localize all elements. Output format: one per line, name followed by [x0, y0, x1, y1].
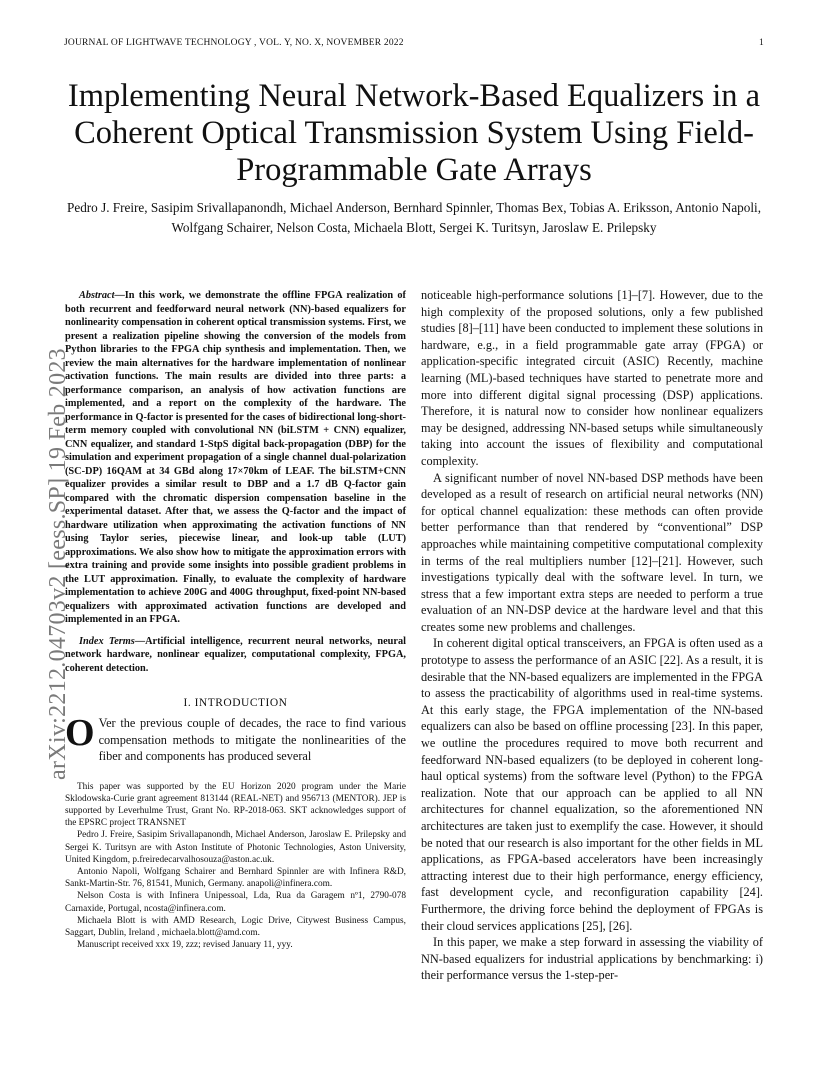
abstract-lead: Abstract: [79, 290, 115, 301]
section-heading: I. INTRODUCTION: [183, 697, 288, 709]
footnote-infinera-portugal: Nelson Costa is with Infinera Unipessoal, Lda, Rua da Garagem nº1, 2790-078 Carnaxide, Portugal, ncosta@infinera.com.: [65, 891, 406, 914]
footnote-amd: Michaela Blott is with AMD Research, Logic Drive, Citywest Business Campus, Saggart, Dublin, Ireland , michaela.blott@amd.com.: [65, 915, 406, 938]
body-paragraph: noticeable high-performance solutions [1]–[7]. However, due to the high complexity of the proposed solutions, only a few published studies [8]–[11] have been conducted to implement these solutions in hardware, e.g., in a field programmable gate array (FPGA) or application-specific integrated circuit (ASIC) Recently, machine learning (ML)-based techniques have started to penetrate more and more into different digital signal processing (DSP) applications. Therefore, it is natural now to consider how nonlinear equalizers may be designed, addressing NN-based setups while simultaneously taking into account the issues of flexibility and computational complexity.: [421, 288, 763, 468]
journal-header: JOURNAL OF LIGHTWAVE TECHNOLOGY , VOL. Y, NO. X, NOVEMBER 2022: [64, 38, 404, 48]
footnotes: [65, 781, 406, 952]
footnote-manuscript: Manuscript received xxx 19, zzz; revised January 11, yyy.: [77, 940, 293, 951]
index-terms-lead: Index Terms: [79, 635, 135, 647]
body-paragraph: In this paper, we make a step forward in assessing the viability of NN-based equalizers for industrial applications by benchmarking: i) their performance versus the 1-step-per-: [421, 935, 763, 983]
footnote-infinera-munich: Antonio Napoli, Wolfgang Schairer and Bernhard Spinnler are with Infinera R&D, Sankt-Martin-Str. 76, 81541, Munich, Germany. anapoli@infinera.com.: [65, 866, 406, 890]
left-column: [65, 289, 406, 951]
intro-text: Ver the previous couple of decades, the race to find various compensation methods to mitigate the nonlinearities of the fiber and components has produced several: [98, 716, 406, 763]
body-paragraph: A significant number of novel NN-based DSP methods have been developed as a result of research on artificial neural networks (NN) for optical channel equalization: these methods can often provide better performance than that rendered by “conventional” DSP approaches while maintaining competitive computational complexity in terms of the real multipliers number [12]–[21]. However, such investigations typically deal with the software level. In turn, we stress that a few important extra steps are needed to perform a true evaluation of an NN-DSP device at the hardware level and that this creates some new problems and challenges.: [421, 470, 763, 634]
running-header: [64, 38, 764, 48]
drop-cap: O: [65, 712, 95, 754]
index-terms: [65, 635, 406, 676]
author-list: Pedro J. Freire, Sasipim Srivallapanondh, Michael Anderson, Bernhard Spinnler, Thomas Bex, Tobias A. Eriksson, Antonio Napoli, Wolfgang Schairer, Nelson Costa, Michaela Blott, Sergei K. Turitsyn, Jaroslaw E. Prilepsky: [67, 200, 761, 235]
arxiv-identifier: arXiv:2212.04703v2 [eess.SP] 19 Feb 2023: [45, 348, 71, 780]
index-terms-text: —Artificial intelligence, recurrent neural networks, neural network hardware, nonlinear equalizer, computational complexity, FPGA, coherent detection.: [65, 635, 406, 674]
page-number: 1: [759, 38, 764, 48]
abstract-text: —In this work, we demonstrate the offline FPGA realization of both recurrent and feedforward neural network (NN)-based equalizers for nonlinearity compensation in coherent optical transmission systems. First, we present a realization pipeline showing the conversion of the models from Python libraries to the FPGA chip synthesis and implementation. Then, we review the main alternatives for the hardware implementation of nonlinear activation functions. The main results are divided into three parts: a performance comparison, an analysis of how activation functions are implemented, and a report on the complexity of the hardware. The performance in Q-factor is presented for the cases of bidirectional long-short-term memory coupled with convolutional NN (biLSTM + CNN) equalizer, CNN equalizer, and standard 1-StpS digital back-propagation (DBP) for the simulation and experiment propagation of a single channel dual-polarization (SC-DP) 16QAM at 34 GBd along 17×70km of LEAF. The biLSTM+CNN equalizer provides a similar result to DBP and a 1.7 dB Q-factor gain compared with the chromatic dispersion compensation baseline in the experimental dataset. After that, we assess the Q-factor and the impact of hardware utilization when approximating the activation functions of NN using Taylor series, piecewise linear, and look-up table (LUT) approximations. We also show how to mitigate the approximation errors with extra training and provide some insights into possible gradient problems in the LUT approximation. Finally, to evaluate the complexity of hardware implementation to achieve 200G and 400G throughput, fixed-point NN-based equalizers with approximated activation functions are developed and implemented in an FPGA.: [65, 290, 406, 625]
right-column: [421, 287, 763, 984]
footnote-funding: This paper was supported by the EU Horizon 2020 program under the Marie Sklodowska-Curie grant agreement 813144 (REAL-NET) and 956713 (MENTOR). JEP is supported by Leverhulme Trust, Grant No. RP-2018-063. SKT acknowledges support of the EPSRC project TRANSNET: [65, 781, 406, 829]
abstract: [65, 289, 406, 627]
paper-title: Implementing Neural Network-Based Equalizers in a Coherent Optical Transmission System Using Field-Programmable Gate Arrays: [67, 78, 761, 188]
footnote-aston: Pedro J. Freire, Sasipim Srivallapanondh, Michael Anderson, Jaroslaw E. Prilepsky and Sergei K. Turitsyn are with Aston Institute of Photonic Technologies, Aston University, United Kingdom, p.freiredecarvalhosouza@aston.ac.uk.: [65, 830, 406, 865]
body-paragraph: In coherent digital optical transceivers, an FPGA is often used as a prototype to assess the performance of an ASIC [22]. As a result, it is desirable that the NN-based equalizers are implemented in the FPGA to assess the practicability of algorithms used in real-time systems. At this early stage, the FPGA implementation of the NN-based equalizers can also be based on offline processing [23]. In this paper, we outline the procedures required to move both recurrent and feedforward NN-based equalizers (to be deployed in coherent long-haul optical systems) from the software level (Python) to the FPGA realization. Note that our approach can be applied to all NN architectures for channel equalization, so the aforementioned NN architectures are taken just to exemplify the case. However, it should be noted that our research is also important for the other fields in ML applications, as FPGA-based accelerators have been increasingly attracting interest due to their high performance, energy efficiency, fast development cycle, and reconfiguration capability [24]. Furthermore, the driving force behind the deployment of FPGAs is their cloud services applications [25], [26].: [421, 636, 763, 933]
intro-paragraph: [65, 712, 406, 765]
